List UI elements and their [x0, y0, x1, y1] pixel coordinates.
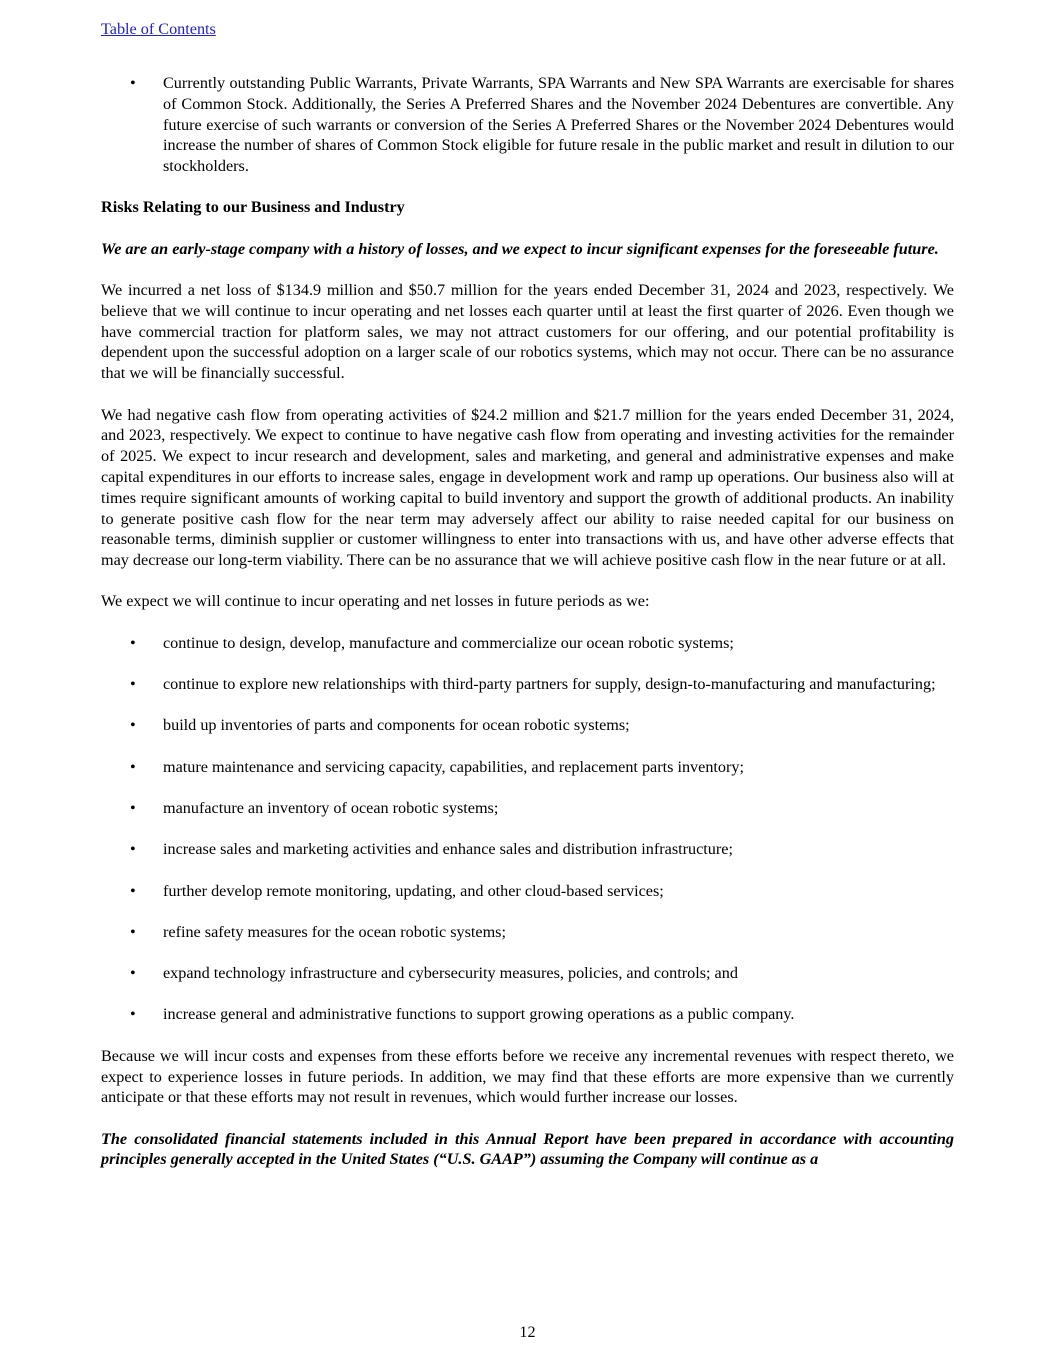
risk-factor-title: We are an early-stage company with a history of losses, and we expect to incur significant expenses for the foreseeable future. — [101, 239, 939, 258]
bullet-icon: • — [130, 675, 136, 694]
list-item — [101, 757, 954, 778]
risk-factor-title-going-concern: The consolidated financial statements included in this Annual Report have been prepared in accordance with accounting principles generally accepted in the United States (“U.S. GAAP”) assuming the Company will continue as a — [101, 1129, 954, 1169]
bullet-text: continue to design, develop, manufacture and commercialize our ocean robotic systems; — [163, 633, 734, 652]
list-item — [101, 1004, 954, 1025]
bullet-icon: • — [130, 798, 136, 817]
paragraph-list-intro: We expect we will continue to incur operating and net losses in future periods as we: — [101, 592, 650, 611]
bullet-icon: • — [130, 633, 136, 652]
bullet-icon: • — [130, 964, 136, 983]
list-item — [101, 839, 954, 860]
list-item — [101, 922, 954, 943]
list-item — [101, 963, 954, 984]
list-item — [101, 798, 954, 819]
intro-bullet-item — [101, 73, 954, 177]
bullet-icon: • — [130, 881, 136, 900]
bullet-text: refine safety measures for the ocean robotic systems; — [163, 922, 506, 941]
list-item — [101, 715, 954, 736]
section-heading: Risks Relating to our Business and Industry — [101, 198, 405, 217]
list-item — [101, 674, 954, 695]
bullet-icon: • — [130, 757, 136, 776]
table-of-contents-link[interactable]: Table of Contents — [101, 20, 216, 38]
bullet-icon: • — [130, 922, 136, 941]
paragraph-closing: Because we will incur costs and expenses from these efforts before we receive any incremental revenues with respect thereto, we expect to experience losses in future periods. In addition, we may find that these efforts are more expensive than we currently anticipate or that these efforts may not result in revenues, which would further increase our losses. — [101, 1046, 954, 1107]
bullet-icon: • — [130, 74, 136, 92]
bullet-icon: • — [130, 1005, 136, 1024]
page-number: 12 — [519, 1323, 536, 1341]
bullet-text: build up inventories of parts and components for ocean robotic systems; — [163, 716, 630, 735]
paragraph-cash-flow: We had negative cash flow from operating activities of $24.2 million and $21.7 million for the years ended December 31, 2024, and 2023, respectively. We expect to continue to have negative cash flow from operating and investing activities for the remainder of 2025. We expect to incur research and development, sales and marketing, and general and administrative expenses and make capital expenditures in our efforts to increase sales, engage in development work and ramp up operations. Our business also will at times require significant amounts of working capital to build inventory and support the growth of additional products. An inability to generate positive cash flow for the near term may adversely affect our ability to raise needed capital for our business on reasonable terms, diminish supplier or customer willingness to enter into transactions with us, and have other adverse effects that may decrease our long-term viability. There can be no assurance that we will achieve positive cash flow in the near future or at all. — [101, 405, 954, 570]
bullet-text: expand technology infrastructure and cybersecurity measures, policies, and controls; and — [163, 964, 738, 983]
bullet-text: continue to explore new relationships with third-party partners for supply, design-to-manufacturing and manufacturing; — [163, 675, 936, 694]
paragraph-net-loss: We incurred a net loss of $134.9 million and $50.7 million for the years ended December 31, 2024 and 2023, respectively. We believe that we will continue to incur operating and net losses each quarter until at least the first quarter of 2026. Even though we have commercial traction for platform sales, we may not attract customers for our offering, and our potential profitability is dependent upon the successful adoption on a larger scale of our robotics systems, which may not occur. There can be no assurance that we will be financially successful. — [101, 281, 954, 383]
bullet-text: manufacture an inventory of ocean robotic systems; — [163, 798, 499, 817]
bullet-icon: • — [130, 840, 136, 859]
bullet-text: Currently outstanding Public Warrants, Private Warrants, SPA Warrants and New SPA Warrants are exercisable for shares of Common Stock. Additionally, the Series A Preferred Shares and the November 2024 Debentures are convertible. Any future exercise of such warrants or conversion of the Series A Preferred Shares or the November 2024 Debentures would increase the number of shares of Common Stock eligible for future resale in the public market and result in dilution to our stockholders. — [163, 74, 954, 176]
bullet-icon: • — [130, 716, 136, 735]
document-body — [101, 73, 954, 1191]
bullet-text: increase sales and marketing activities and enhance sales and distribution infrastructure; — [163, 840, 733, 859]
list-item — [101, 633, 954, 654]
bullet-text: mature maintenance and servicing capacity, capabilities, and replacement parts inventory; — [163, 757, 745, 776]
list-item — [101, 881, 954, 902]
bullet-text: further develop remote monitoring, updating, and other cloud-based services; — [163, 881, 664, 900]
bullet-text: increase general and administrative functions to support growing operations as a public company. — [163, 1005, 795, 1024]
